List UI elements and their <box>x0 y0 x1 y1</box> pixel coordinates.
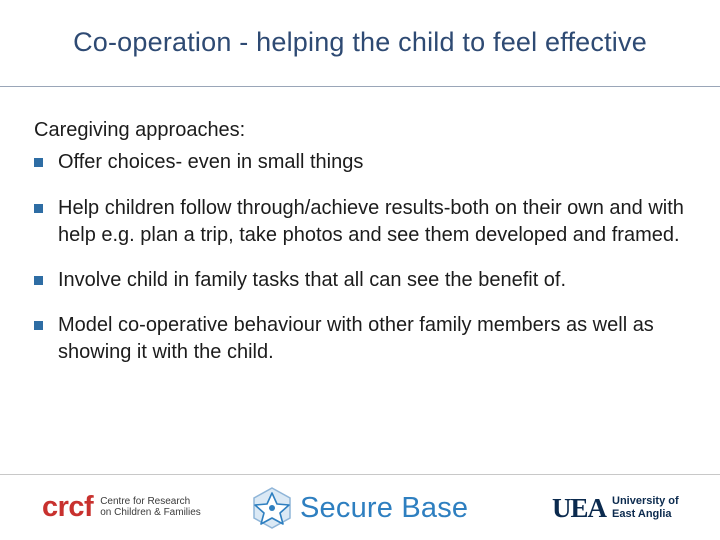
crcf-subtitle <box>100 496 201 518</box>
bullet-text: Help children follow through/achieve results-both on their own and with help e.g. plan a trip, take photos and see them developed and framed. <box>58 197 684 246</box>
crcf-logo <box>42 490 201 524</box>
bullet-text: Model co-operative behaviour with other family members as well as showing it with the child. <box>58 314 654 363</box>
square-bullet-icon <box>34 158 43 167</box>
footer-divider <box>0 474 720 475</box>
secure-base-logo <box>250 484 468 532</box>
slide-title: Co-operation - helping the child to feel effective <box>73 27 647 57</box>
secure-base-emblem-icon <box>250 486 294 530</box>
uea-subtitle-line: University of <box>612 495 679 507</box>
square-bullet-icon <box>34 204 43 213</box>
crcf-wordmark: crcf <box>42 491 94 523</box>
uea-subtitle-line: East Anglia <box>612 508 672 520</box>
bullet-item <box>34 312 694 366</box>
crcf-subtitle-line: on Children & Families <box>100 507 201 518</box>
bullet-item <box>34 149 694 176</box>
title-divider <box>0 86 720 87</box>
square-bullet-icon <box>34 276 43 285</box>
intro-text: Caregiving approaches: <box>34 119 246 141</box>
crcf-subtitle-line: Centre for Research <box>100 496 191 507</box>
secure-base-wordmark: Secure Base <box>300 491 469 524</box>
bullet-text: Involve child in family tasks that all can see the benefit of. <box>58 269 567 291</box>
bullet-item <box>34 195 694 249</box>
bullet-text: Offer choices- even in small things <box>58 151 364 173</box>
bullet-item <box>34 267 694 294</box>
square-bullet-icon <box>34 321 43 330</box>
uea-subtitle <box>612 495 679 521</box>
uea-wordmark: UEA <box>552 493 607 523</box>
slide-body <box>34 117 694 384</box>
uea-logo <box>552 490 679 526</box>
